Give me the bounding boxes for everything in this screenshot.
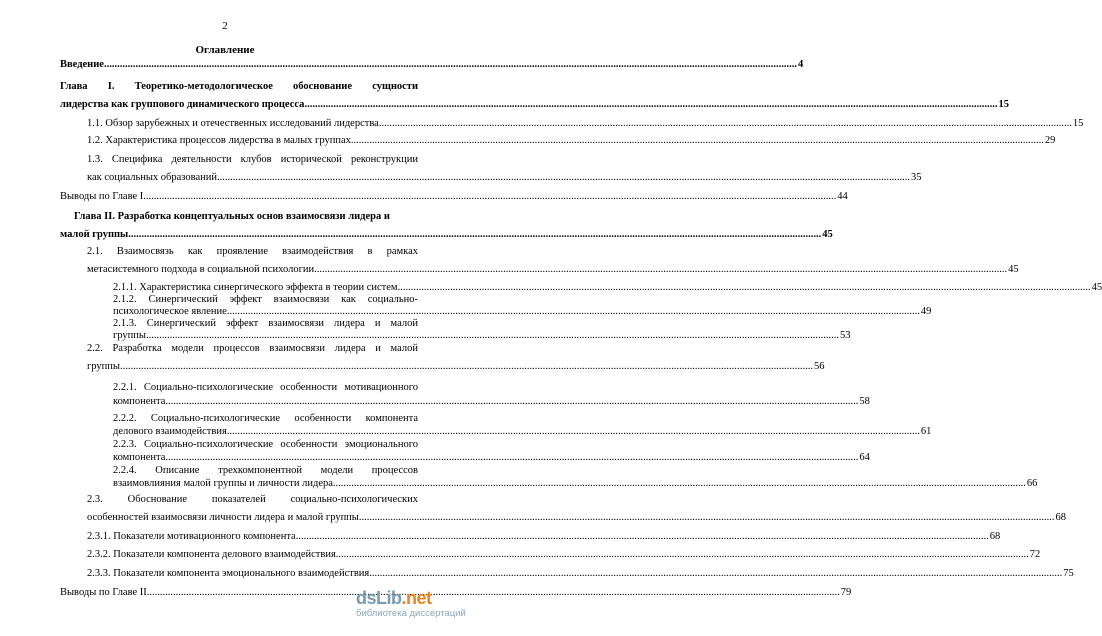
toc-entry-2-1-3-cont[interactable] — [113, 329, 851, 342]
toc-entry-text: как социальных образований — [87, 172, 217, 183]
toc-entry-text: Глава I. Теоретико-методологическое обоснование сущности — [60, 81, 418, 92]
toc-entry-text: 1.3. Специфика деятельности клубов исторической реконструкции — [87, 154, 418, 165]
logo-tld: .net — [401, 588, 432, 608]
toc-entry-2-2-2[interactable] — [113, 412, 418, 425]
toc-heading: Оглавление — [195, 44, 255, 56]
toc-entry-text: Введение — [60, 59, 104, 70]
toc-entry-2-1-cont[interactable] — [87, 263, 1019, 276]
toc-entry-page: 4 — [797, 59, 804, 70]
toc-entry-page: 35 — [910, 172, 922, 183]
toc-dot-leader — [227, 425, 920, 438]
toc-entry-conclusions1[interactable] — [60, 190, 848, 203]
toc-entry-page: 66 — [1026, 478, 1038, 489]
toc-entry-2-2-cont[interactable] — [87, 360, 825, 373]
toc-entry-page: 45 — [1091, 282, 1102, 293]
toc-entry-page: 79 — [840, 587, 852, 598]
toc-entry-text: 2.3.3. Показатели компонента эмоционального взаимодействия — [87, 568, 370, 579]
toc-entry-text: психологическое явление — [113, 306, 227, 317]
toc-dot-leader — [120, 360, 813, 373]
toc-entry-text: 2.1.3. Синергический эффект взаимосвязи лидера и малой — [113, 318, 418, 329]
toc-dot-leader — [147, 586, 840, 599]
toc-entry-text: особенностей взаимосвязи личности лидера и малой группы. — [87, 512, 362, 523]
toc-dot-leader — [146, 329, 839, 342]
toc-entry-chapter2-cont[interactable] — [60, 228, 833, 241]
toc-dot-leader — [333, 477, 1026, 490]
logo-main: dsLib — [356, 588, 402, 608]
toc-entry-page: 53 — [839, 330, 851, 341]
toc-dot-leader — [165, 395, 858, 408]
toc-entry-1-2[interactable] — [87, 134, 1056, 147]
toc-entry-page: 68 — [1055, 512, 1066, 523]
toc-entry-text: 2.3.2. Показатели компонента делового взаимодействия — [87, 549, 336, 560]
toc-entry-2-2-3[interactable] — [113, 438, 418, 451]
toc-entry-page: 45 — [822, 229, 833, 240]
toc-entry-text: 2.2.1. Социально-психологические особенности мотивационного — [113, 382, 418, 393]
toc-entry-text: 2.3. Обоснование показателей социально-психологических — [87, 494, 418, 505]
toc-entry-2-2-4-cont[interactable] — [113, 477, 1038, 490]
toc-entry-chapter1[interactable] — [60, 80, 418, 93]
toc-entry-2-3-cont[interactable] — [87, 511, 1066, 524]
toc-entry-2-1[interactable] — [87, 245, 418, 258]
toc-entry-2-2-1-cont[interactable] — [113, 395, 870, 408]
toc-entry-page: 61 — [920, 426, 932, 437]
toc-entry-page: 64 — [859, 452, 870, 463]
toc-dot-leader — [351, 134, 1044, 147]
toc-entry-text: взаимовлияния малой группы и личности лидера — [113, 478, 333, 489]
toc-entry-text: делового взаимодействия — [113, 426, 227, 437]
toc-dot-leader — [398, 281, 1091, 294]
toc-entry-page: 29 — [1044, 135, 1056, 146]
toc-entry-2-2-1[interactable] — [113, 381, 418, 394]
toc-entry-page: 45 — [1008, 264, 1019, 275]
toc-entry-text: 2.2.3. Социально-психологические особенности эмоционального — [113, 439, 418, 450]
toc-entry-chapter1-cont[interactable] — [60, 98, 1009, 111]
dslib-logo — [356, 588, 446, 609]
toc-entry-text: 2.1.2. Синергический эффект взаимосвязи как социально- — [113, 294, 418, 305]
toc-entry-text: 2.1.1. Характеристика синергического эффекта в теории систем — [113, 282, 398, 293]
toc-entry-chapter2[interactable] — [74, 210, 418, 223]
toc-entry-text: компонента — [113, 452, 166, 463]
toc-entry-text: 2.2. Разработка модели процессов взаимосвязи лидера и малой — [87, 343, 418, 354]
toc-dot-leader — [143, 190, 836, 203]
toc-dot-leader — [296, 530, 989, 543]
toc-entry-page: 58 — [859, 396, 870, 407]
toc-entry-2-3-2[interactable] — [87, 548, 1041, 561]
toc-entry-page: 75 — [1063, 568, 1074, 579]
toc-entry-intro[interactable] — [60, 58, 804, 71]
toc-entry-page: 56 — [813, 361, 825, 372]
toc-entry-2-3-3[interactable] — [87, 567, 1074, 580]
toc-entry-text: 1.2. Характеристика процессов лидерства в малых группах — [87, 135, 351, 146]
toc-entry-text: компонента — [113, 396, 166, 407]
toc-dot-leader — [361, 511, 1054, 524]
toc-entry-page: 15 — [1072, 118, 1084, 129]
toc-entry-2-2-2-cont[interactable] — [113, 425, 932, 438]
toc-dot-leader — [104, 58, 797, 71]
toc-dot-leader — [165, 451, 858, 464]
toc-entry-2-3[interactable] — [87, 493, 418, 506]
toc-entry-1-3[interactable] — [87, 153, 418, 166]
toc-entry-2-2-3-cont[interactable] — [113, 451, 870, 464]
toc-entry-page: 72 — [1029, 549, 1041, 560]
page-number: 2 — [222, 20, 228, 32]
toc-entry-page: 44 — [837, 191, 848, 202]
toc-entry-1-1[interactable] — [87, 117, 1084, 130]
toc-entry-2-3-1[interactable] — [87, 530, 1001, 543]
toc-entry-page: 68 — [989, 531, 1001, 542]
toc-dot-leader — [336, 548, 1029, 561]
dslib-watermark[interactable] — [356, 588, 466, 619]
toc-entry-text: 2.2.2. Социально-психологические особенности компонента — [113, 413, 418, 424]
toc-dot-leader — [379, 117, 1072, 130]
toc-entry-2-2[interactable] — [87, 342, 418, 355]
toc-entry-text: группы — [87, 361, 120, 372]
toc-entry-text: Выводы по Главе I — [60, 191, 144, 202]
toc-entry-text: 1.1. Обзор зарубежных и отечественных исследований лидерства — [87, 118, 379, 129]
toc-entry-1-3-cont[interactable] — [87, 171, 922, 184]
toc-entry-text: группы — [113, 330, 146, 341]
toc-dot-leader — [217, 171, 910, 184]
watermark-subtitle: библиотека диссертаций — [356, 608, 466, 619]
toc-entry-text: 2.3.1. Показатели мотивационного компонента — [87, 531, 296, 542]
toc-entry-text: Глава II. Разработка концептуальных основ взаимосвязи лидера и — [74, 211, 390, 222]
toc-entry-text: 2.1. Взаимосвязь как проявление взаимодействия в рамках — [87, 246, 418, 257]
toc-entry-page: 49 — [920, 306, 932, 317]
toc-dot-leader — [369, 567, 1062, 580]
toc-entry-text: малой группы — [60, 229, 129, 240]
toc-entry-text: метасистемного подхода в социальной психологии — [87, 264, 315, 275]
toc-entry-text: Выводы по Главе II — [60, 587, 147, 598]
toc-dot-leader — [314, 263, 1007, 276]
toc-dot-leader — [304, 98, 997, 111]
toc-entry-text: 2.2.4. Описание трехкомпонентной модели процессов — [113, 465, 418, 476]
toc-entry-page: 15 — [998, 99, 1009, 110]
toc-dot-leader — [128, 228, 821, 241]
toc-entry-text: лидерства как группового динамического процесса — [60, 99, 305, 110]
toc-entry-2-2-4[interactable] — [113, 464, 418, 477]
